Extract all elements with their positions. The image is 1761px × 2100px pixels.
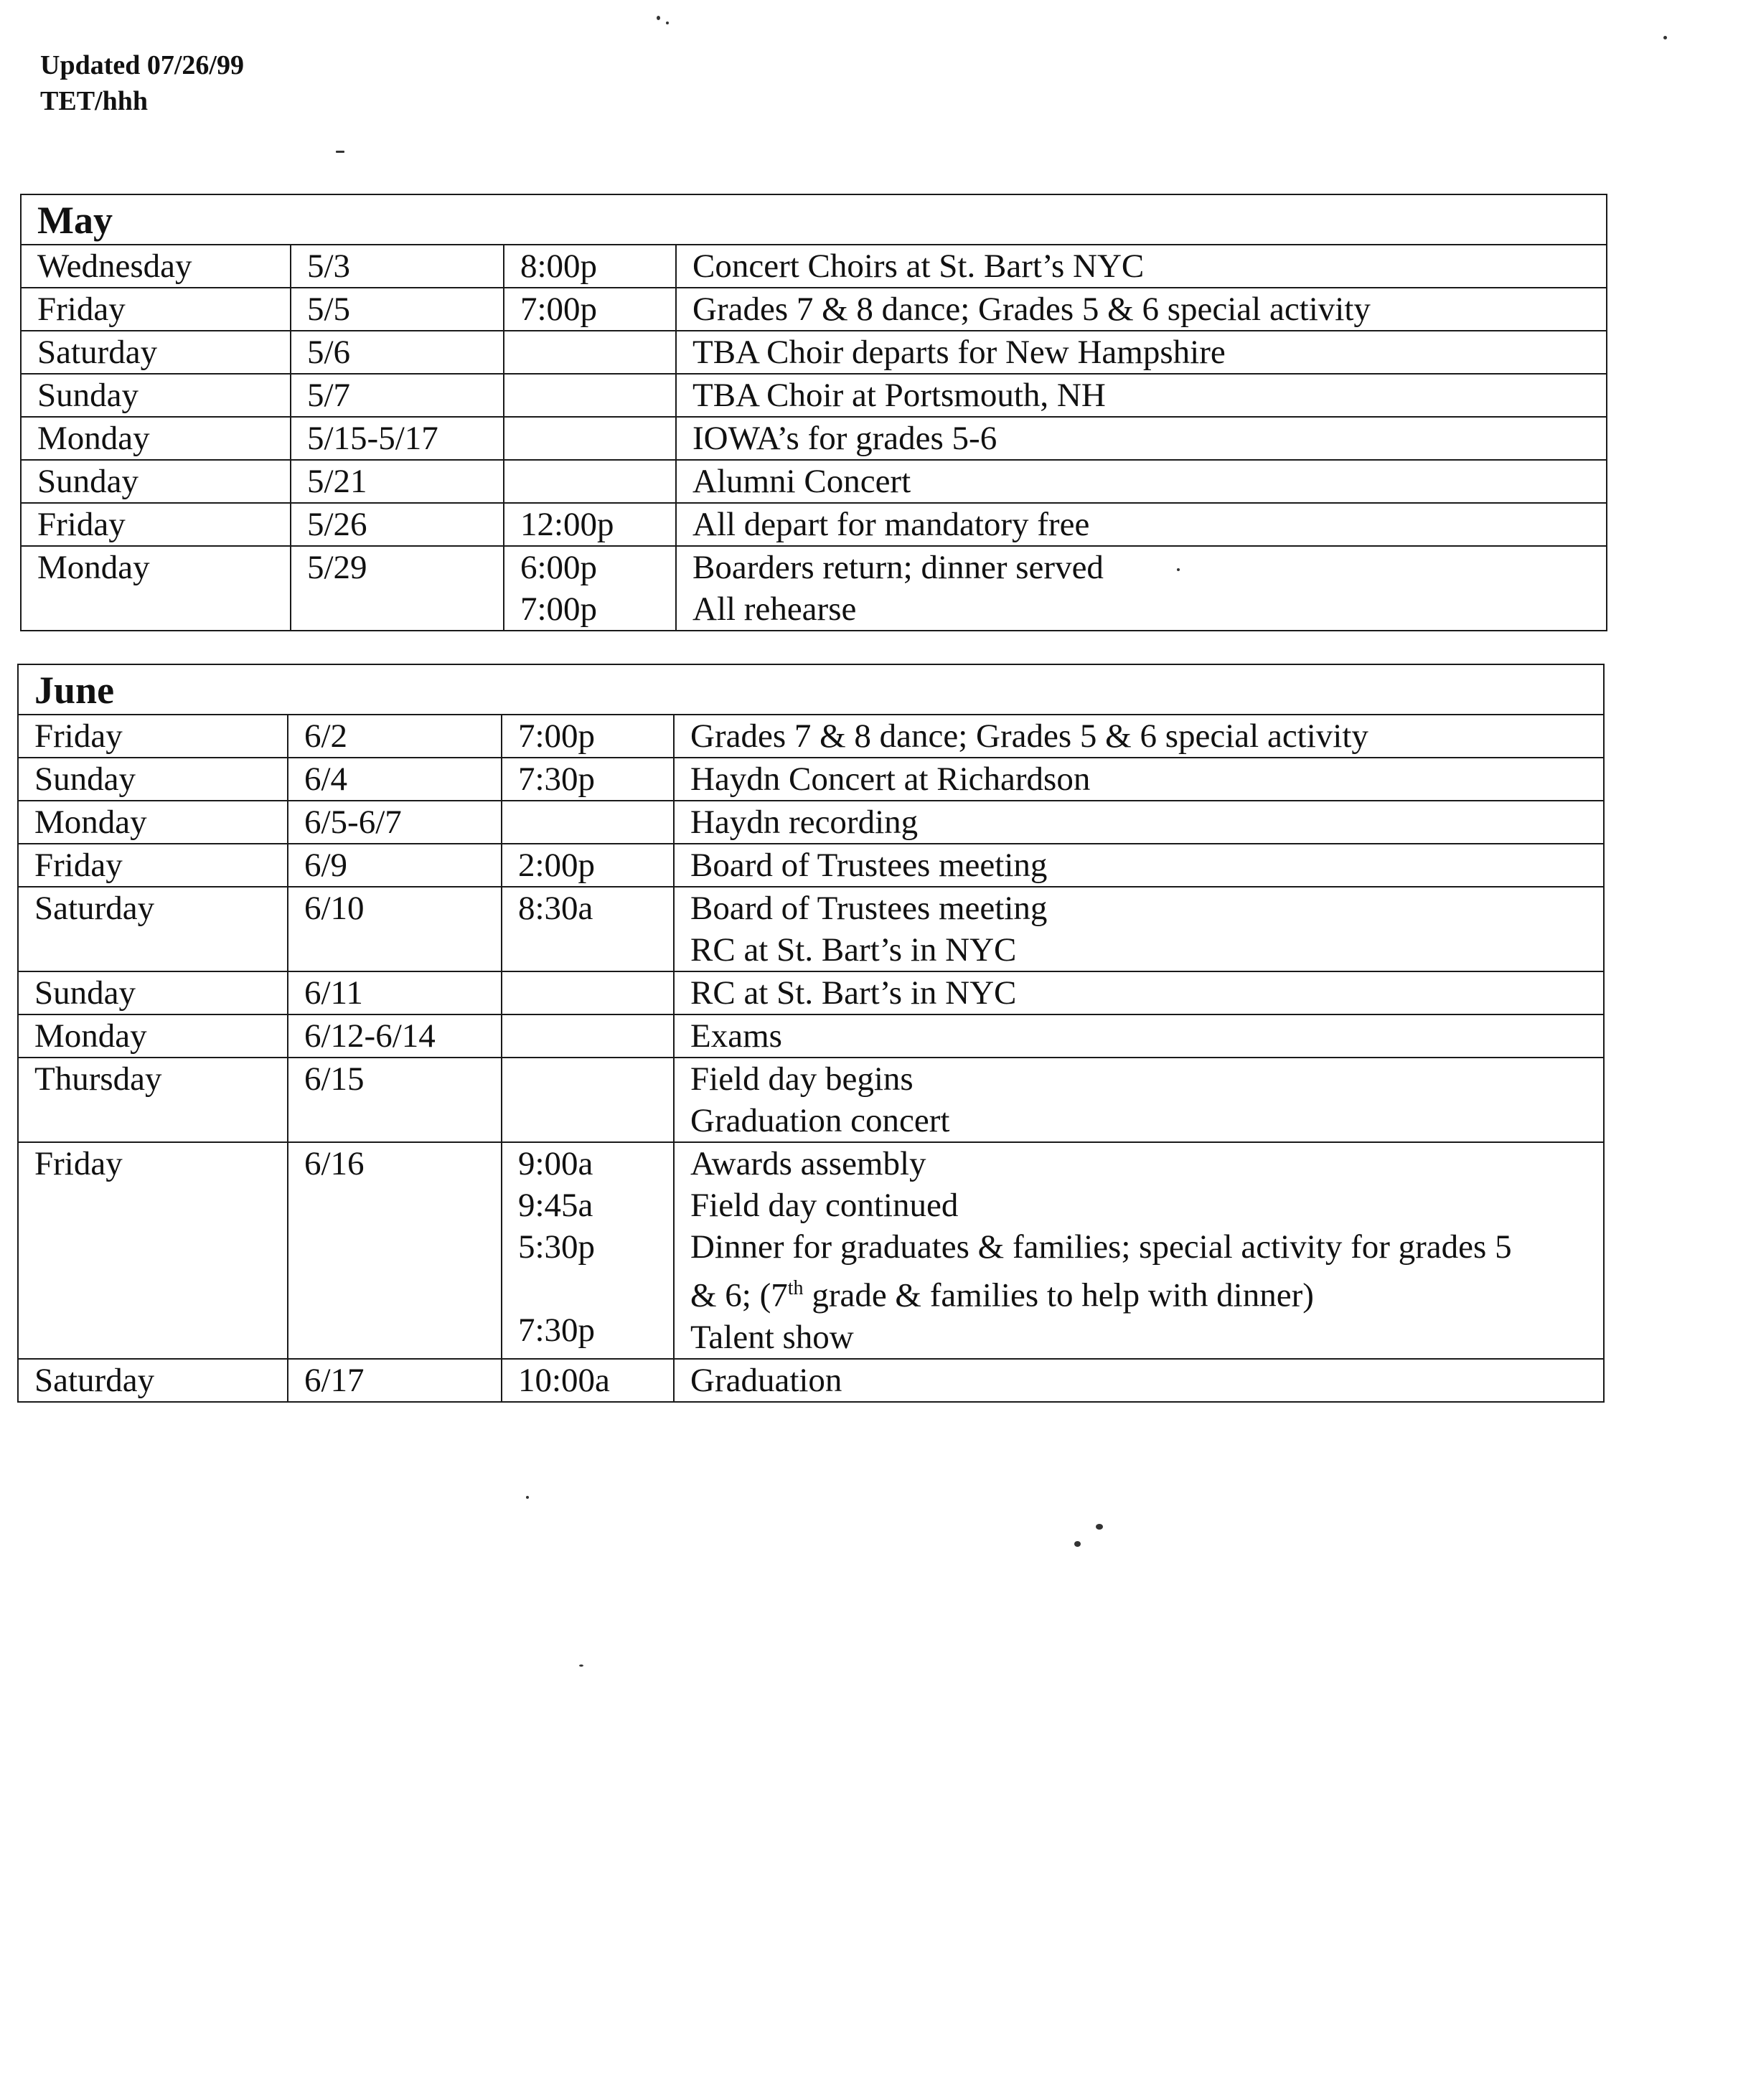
schedule-row <box>21 245 1607 288</box>
event-cell <box>676 374 1607 417</box>
date-cell: 6/2 <box>288 715 502 758</box>
event-cell <box>674 1359 1604 1402</box>
time-line: 2:00p <box>518 847 596 884</box>
date-cell: 5/5 <box>291 288 504 331</box>
event-line: Haydn Concert at Richardson <box>690 761 1091 798</box>
time-line: 7:30p <box>518 1312 596 1349</box>
event-line: Concert Choirs at St. Bart’s NYC <box>692 248 1145 285</box>
schedule-row <box>18 844 1604 887</box>
event-line: All depart for mandatory free <box>692 506 1090 543</box>
time-cell <box>504 546 676 631</box>
event-line: TBA Choir at Portsmouth, NH <box>692 377 1106 414</box>
time-cell <box>504 374 676 417</box>
date-cell: 6/4 <box>288 758 502 801</box>
schedule-row <box>21 417 1607 460</box>
time-line: 5:30p <box>518 1228 596 1266</box>
schedule-row <box>21 546 1607 631</box>
scan-speck <box>657 16 660 20</box>
event-cell <box>674 801 1604 844</box>
document-header <box>40 47 244 119</box>
event-cell <box>674 715 1604 758</box>
time-line <box>518 1268 673 1309</box>
event-cell <box>676 245 1607 288</box>
schedule-row <box>18 758 1604 801</box>
author-initials: TET/hhh <box>40 86 148 116</box>
time-line <box>518 1058 673 1100</box>
schedule-row <box>21 374 1607 417</box>
date-cell: 6/15 <box>288 1058 502 1142</box>
time-line <box>518 1015 673 1057</box>
event-line: Boarders return; dinner served <box>692 549 1104 586</box>
schedule-row <box>18 1142 1604 1359</box>
schedule-row <box>18 1359 1604 1402</box>
june-schedule-table <box>17 664 1605 1403</box>
time-line: 7:30p <box>518 761 596 798</box>
date-cell: 6/12-6/14 <box>288 1014 502 1058</box>
schedule-row <box>18 1014 1604 1058</box>
schedule-row <box>21 460 1607 503</box>
time-line <box>520 331 675 373</box>
date-cell: 6/16 <box>288 1142 502 1359</box>
day-cell: Thursday <box>18 1058 288 1142</box>
day-cell: Saturday <box>18 887 288 971</box>
schedule-row <box>18 801 1604 844</box>
event-line: TBA Choir departs for New Hampshire <box>692 334 1226 371</box>
time-line: 7:00p <box>520 590 598 628</box>
time-line <box>520 461 675 502</box>
event-line: Graduation <box>690 1361 842 1399</box>
may-schedule-table <box>20 194 1607 631</box>
event-cell <box>676 503 1607 546</box>
event-cell <box>676 460 1607 503</box>
day-cell: Monday <box>21 417 291 460</box>
time-line: 7:00p <box>518 717 596 755</box>
day-cell: Friday <box>18 715 288 758</box>
time-cell <box>502 758 674 801</box>
event-line: Board of Trustees meeting <box>690 847 1048 884</box>
day-cell: Monday <box>21 546 291 631</box>
time-line <box>518 929 673 971</box>
event-line: Grades 7 & 8 dance; Grades 5 & 6 special activity <box>692 291 1371 328</box>
schedule-row <box>21 503 1607 546</box>
event-cell <box>674 1142 1604 1359</box>
scan-speck <box>1074 1541 1081 1547</box>
time-line <box>520 418 675 459</box>
event-cell <box>676 288 1607 331</box>
event-line: Dinner for graduates & families; special activity for grades 5 <box>690 1228 1512 1266</box>
event-line: Haydn recording <box>690 804 919 841</box>
month-title: June <box>18 664 1604 715</box>
event-line: All rehearse <box>692 590 857 628</box>
day-cell: Sunday <box>21 460 291 503</box>
time-line <box>518 801 673 843</box>
time-cell <box>502 1058 674 1142</box>
date-cell: 5/6 <box>291 331 504 374</box>
time-line <box>518 972 673 1014</box>
event-line: Exams <box>690 1017 782 1055</box>
month-title: May <box>21 194 1607 245</box>
date-cell: 6/11 <box>288 971 502 1014</box>
day-cell: Monday <box>18 1014 288 1058</box>
scan-speck <box>1663 36 1667 39</box>
time-line: 6:00p <box>520 549 598 586</box>
day-cell: Sunday <box>18 971 288 1014</box>
schedule-row <box>18 887 1604 971</box>
time-line: 10:00a <box>518 1361 610 1399</box>
event-line: Field day begins <box>690 1060 914 1098</box>
date-cell: 5/29 <box>291 546 504 631</box>
date-cell: 5/21 <box>291 460 504 503</box>
day-cell: Monday <box>18 801 288 844</box>
event-cell <box>676 546 1607 631</box>
event-cell <box>674 1014 1604 1058</box>
schedule-row <box>21 331 1607 374</box>
time-line: 9:00a <box>518 1145 593 1182</box>
time-line: 7:00p <box>520 291 598 328</box>
date-cell: 6/10 <box>288 887 502 971</box>
time-cell <box>502 1014 674 1058</box>
event-cell <box>674 1058 1604 1142</box>
time-line: 12:00p <box>520 506 614 543</box>
time-cell <box>502 844 674 887</box>
event-line: Awards assembly <box>690 1145 926 1182</box>
date-cell: 5/7 <box>291 374 504 417</box>
event-line: Alumni Concert <box>692 463 911 500</box>
schedule-row <box>18 971 1604 1014</box>
day-cell: Saturday <box>18 1359 288 1402</box>
time-cell <box>502 801 674 844</box>
date-cell: 6/9 <box>288 844 502 887</box>
time-cell <box>502 887 674 971</box>
schedule-row <box>18 1058 1604 1142</box>
event-cell <box>676 417 1607 460</box>
event-line: Grades 7 & 8 dance; Grades 5 & 6 special activity <box>690 717 1368 755</box>
event-line: & 6; (7th grade & families to help with dinner) <box>690 1276 1314 1314</box>
event-cell <box>676 331 1607 374</box>
scan-speck <box>336 151 344 153</box>
event-line: RC at St. Bart’s in NYC <box>690 974 1017 1012</box>
day-cell: Friday <box>18 1142 288 1359</box>
time-line <box>520 375 675 416</box>
time-line: 9:45a <box>518 1187 593 1224</box>
time-cell <box>504 460 676 503</box>
time-cell <box>502 1359 674 1402</box>
time-cell <box>504 288 676 331</box>
scan-speck <box>526 1496 529 1499</box>
event-line: Board of Trustees meeting <box>690 890 1048 927</box>
month-header-row <box>18 664 1604 715</box>
event-cell <box>674 844 1604 887</box>
scan-speck <box>1177 568 1180 571</box>
time-cell <box>502 1142 674 1359</box>
scan-speck <box>666 22 669 24</box>
event-line: Graduation concert <box>690 1102 950 1139</box>
time-line: 8:30a <box>518 890 593 927</box>
date-cell: 5/15-5/17 <box>291 417 504 460</box>
time-cell <box>502 971 674 1014</box>
event-line: Talent show <box>690 1318 854 1356</box>
may-table-body <box>21 194 1607 631</box>
day-cell: Friday <box>18 844 288 887</box>
event-line: Field day continued <box>690 1187 959 1224</box>
date-cell: 6/5-6/7 <box>288 801 502 844</box>
date-cell: 5/26 <box>291 503 504 546</box>
event-cell <box>674 887 1604 971</box>
scan-speck <box>579 1665 583 1667</box>
day-cell: Wednesday <box>21 245 291 288</box>
time-cell <box>504 245 676 288</box>
time-line <box>518 1100 673 1141</box>
time-cell <box>504 331 676 374</box>
time-line: 8:00p <box>520 248 598 285</box>
date-cell: 6/17 <box>288 1359 502 1402</box>
updated-date: Updated 07/26/99 <box>40 50 244 80</box>
day-cell: Friday <box>21 503 291 546</box>
schedule-row <box>21 288 1607 331</box>
day-cell: Saturday <box>21 331 291 374</box>
schedule-row <box>18 715 1604 758</box>
event-cell <box>674 758 1604 801</box>
day-cell: Sunday <box>21 374 291 417</box>
month-header-row <box>21 194 1607 245</box>
scan-speck <box>1096 1524 1103 1530</box>
event-line: IOWA’s for grades 5-6 <box>692 420 997 457</box>
day-cell: Friday <box>21 288 291 331</box>
event-cell <box>674 971 1604 1014</box>
time-cell <box>504 503 676 546</box>
time-cell <box>502 715 674 758</box>
day-cell: Sunday <box>18 758 288 801</box>
date-cell: 5/3 <box>291 245 504 288</box>
event-line: RC at St. Bart’s in NYC <box>690 931 1017 969</box>
time-cell <box>504 417 676 460</box>
june-table-body <box>18 664 1604 1402</box>
